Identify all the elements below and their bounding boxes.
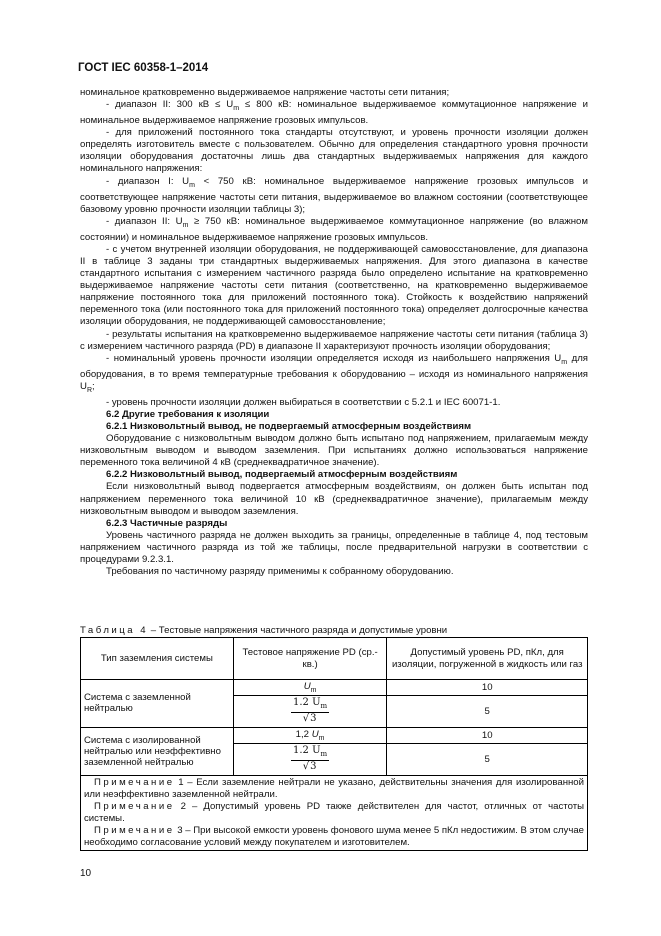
grounding-type-cell: Система с изолированной нейтралью или неэффективно заземленной нейтралью	[81, 727, 234, 775]
section-heading: 6.2.2 Низковольтный вывод, подвергаемый атмосферным воздействиям	[106, 469, 458, 481]
pd-level-cell: 5	[387, 743, 588, 775]
paragraph: - диапазон II: $U_m \ge 750$ кВ: номинальное выдерживаемое коммутационное напряжение (во влажном состоянии) и номинальное выдерживаемое напряжение грозовых импульсов.	[80, 215, 588, 243]
paragraph: - результаты испытания на кратковременно выдерживаемое напряжение частоты сети питания (таблица 3) с измерением частичного разряда (PD) в диапазоне II характеризуют прочность изоляции оборудования;	[80, 328, 588, 352]
pd-level-cell: 10	[387, 680, 588, 696]
section-heading: 6.2.3 Частичные разряды	[106, 517, 228, 529]
paragraph: - для приложений постоянного тока стандарты отсутствуют, и уровень прочности изоляции должен определять изготовитель вместе с пользователем. Обычно для определения стандартного уровня прочности изоляции оборудования достаточны лишь два стандартных выдерживаемых напряжения для каждого номинального напряжения:	[80, 127, 588, 175]
section-heading: 6.2.1 Низковольтный вывод, не подвергаемый атмосферным воздействиям	[106, 420, 472, 432]
body-text	[80, 87, 588, 578]
test-voltage-formula: $\frac{1.2 U_m}{√3}$	[233, 743, 387, 775]
test-voltage-cell: 1,2 $U_m$	[233, 727, 387, 743]
paragraph: - диапазон II: 300 кВ ≤ $U_m \le 800$ кВ: номинальное выдерживаемое коммутационное напряжение и номинальное выдерживаемое напряжение грозовых импульсов.	[80, 99, 588, 127]
pd-level-cell: 10	[387, 727, 588, 743]
section-heading: 6.2 Другие требования к изоляции	[106, 408, 270, 420]
table-header: Тестовое напряжение PD (ср.-кв.)	[233, 638, 387, 680]
paragraph: - с учетом внутренней изоляции оборудования, не поддерживающей самовосстановление, для диапазона II в таблице 3 заданы три стандартных выдерживаемых напряжения. Для этого диапазона в качестве стандартного испытания с измерением частичного разряда было определено испытание на кратковременно выдерживаемое напряжение частоты сети питания (соответственно, на кратковременно выдерживаемое напряжение постоянного тока для приложений постоянного тока). Стойкость к воздействию напряжений переменного тока (или постоянного тока для приложений постоянного тока) определяет долгосрочные качества изоляции оборудования, не поддерживающей самовосстановление;	[80, 243, 588, 328]
table-header: Допустимый уровень PD, пКл, для изоляции, погруженной в жидкость или газ	[387, 638, 588, 680]
table-header: Тип заземления системы	[81, 638, 234, 680]
paragraph: номинальное кратковременно выдерживаемое напряжение частоты сети питания;	[80, 87, 450, 98]
paragraph: Уровень частичного разряда не должен выходить за границы, определенные в таблице 4, под тестовым напряжением частичного разряда из той же таблицы, после предварительной нагрузки в соответствии с процедурами 9.2.3.1.	[80, 529, 588, 565]
page-number: 10	[80, 868, 92, 879]
test-voltage-cell: $U_m$	[233, 680, 387, 696]
table-notes: Примечание 1 – Если заземление нейтрали не указано, действительны значения для изолированной или неэффективно заземленной нейтрали. Примечание 2 – Допустимый уровень PD также действителен для частот, отличных от частоты системы. Примечание 3 – При высокой емкости уровень фонового шума менее 5 пКл недостижим. В этом случае необходимо согласование условий между покупателем и изготовителем.	[81, 775, 588, 850]
grounding-type-cell: Система с заземленной нейтралью	[81, 680, 234, 728]
paragraph: - диапазон I: $U_m < 750$ кВ: номинальное выдерживаемое напряжение грозовых импульсов и соответствующее напряжение частоты сети питания, выдерживаемое во влажном состоянии (соответствующее базовому уровню прочности изоляции таблицы 3);	[80, 175, 588, 215]
test-voltage-formula: $\frac{1.2 U_m}{√3}$	[233, 695, 387, 727]
paragraph: Требования по частичному разряду применимы к собранному оборудованию.	[106, 566, 454, 578]
paragraph: - номинальный уровень прочности изоляции определяется исходя из наибольшего напряжения $U_m$ для оборудования, в то время температурные требования к оборудованию – исходя из номинального напряжения $U_R$;	[80, 352, 588, 394]
paragraph: - уровень прочности изоляции должен выбираться в соответствии с 5.2.1 и IEC 60071-1.	[106, 396, 501, 408]
paragraph: Если низковольтный вывод подвергается атмосферным воздействиям, он должен быть испытан под напряжением переменного тока величиной 10 кВ (среднеквадратичное значение), прилагаемым между низковольтным выводом и выводом заземления.	[80, 481, 588, 517]
table-caption: Таблица 4 – Тестовые напряжения частичного разряда и допустимые уровни	[80, 625, 448, 636]
pd-level-cell: 5	[387, 695, 588, 727]
paragraph: Оборудование с низковольтным выводом должно быть испытано под напряжением, прилагаемым между низковольтным выводом и выводом заземления. При испытаниях должно использоваться напряжение переменного тока величиной 4 кВ (среднеквадратичное значение).	[80, 433, 588, 469]
document-header: ГОСТ IEC 60358-1–2014	[78, 62, 209, 74]
pd-table	[80, 637, 588, 851]
